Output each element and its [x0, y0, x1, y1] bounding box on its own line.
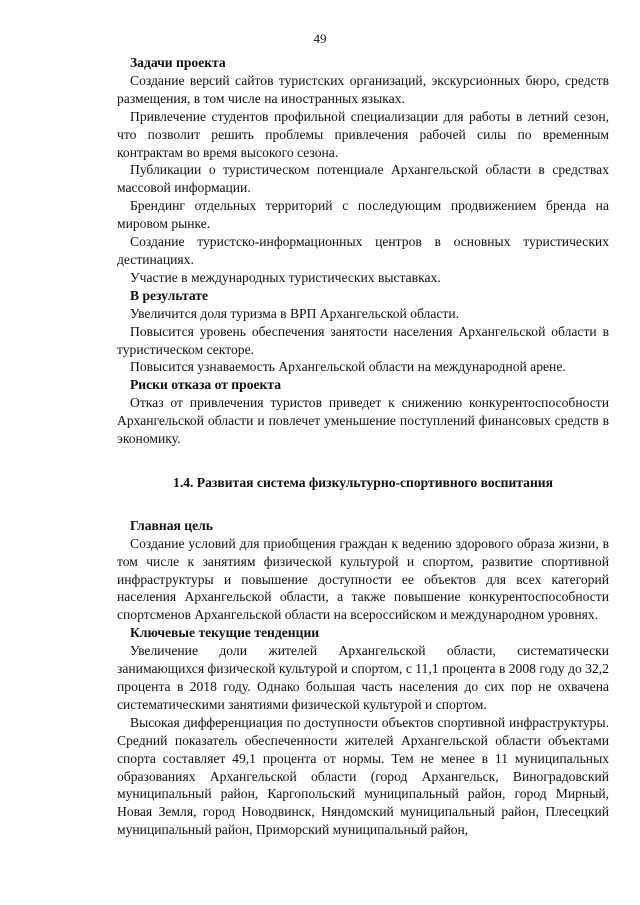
- key-trends-block: [117, 624, 609, 839]
- paragraph: Повысится уровень обеспечения занятости населения Архангельской области в туристическом секторе.: [117, 323, 609, 357]
- main-goal-block: [117, 517, 609, 624]
- paragraph: Повысится узнаваемость Архангельской области на международной арене.: [130, 359, 566, 375]
- project-tasks-block: [117, 54, 609, 287]
- document-body: [117, 54, 609, 839]
- paragraph: Привлечение студентов профильной специализации для работы в летний сезон, что позволит решить проблемы привлечения рабочей силы по временным контрактам во время высокого сезона.: [117, 108, 609, 160]
- paragraph: Увеличится доля туризма в ВРП Архангельской области.: [130, 305, 460, 321]
- page-number: 49: [313, 31, 327, 46]
- paragraph: Отказ от привлечения туристов приведет к снижению конкурентоспособности Архангельской области и повлечет уменьшение поступлений финансовых средств в экономику.: [117, 395, 609, 447]
- paragraph: Публикации о туристическом потенциале Архангельской области в средствах массовой информации.: [117, 162, 609, 196]
- paragraph: Участие в международных туристических выставках.: [130, 269, 441, 285]
- paragraph: Брендинг отдельных территорий с последующим продвижением бренда на мировом рынке.: [117, 198, 609, 232]
- paragraph: Высокая дифференциация по доступности объектов спортивной инфраструктуры. Средний показатель обеспеченности жителей Архангельской области объектами спорта составляет 49,1 процента от нормы. Тем не менее в 11 муниципальных образованиях Архангельской области (город Архангельск, Виноградовский муниципальный район, Каргопольский муниципальный район, город Мирный, Новая Земля, город Новодвинск, Няндомский муниципальный район, Плесецкий муниципальный район, Приморский муниципальный район,: [117, 714, 609, 838]
- risks-block: [117, 376, 609, 448]
- section-title: 1.4. Развитая система физкультурно-спортивного воспитания: [173, 474, 553, 490]
- paragraph: Создание туристско-информационных центров в основных туристических дестинациях.: [117, 234, 609, 267]
- paragraph: Создание версий сайтов туристских организаций, экскурсионных бюро, средств размещения, в том числе на иностранных языках.: [117, 72, 609, 106]
- result-heading: В результате: [130, 287, 208, 303]
- paragraph: Увеличение доли жителей Архангельской области, систематически занимающихся физической культурой и спортом, с 11,1 процента в 2008 году до 32,2 процента в 2018 году. Однако большая часть населения до сих пор не охвачена систематическими занятиями физической культурой и спортом.: [117, 643, 609, 712]
- paragraph: Создание условий для приобщения граждан к ведению здорового образа жизни, в том числе к занятиям физической культурой и спортом, развитие спортивной инфраструктуры и повышение доступности ее объектов для всех категорий населения Архангельской области, а также повышение конкурентоспособности спортсменов Архангельской области на всероссийском и международном уровнях.: [117, 535, 609, 623]
- project-tasks-heading: Задачи проекта: [130, 55, 226, 70]
- main-goal-heading: Главная цель: [130, 517, 213, 533]
- risks-heading: Риски отказа от проекта: [130, 377, 281, 393]
- key-trends-heading: Ключевые текущие тенденции: [130, 625, 320, 641]
- result-block: [117, 287, 609, 377]
